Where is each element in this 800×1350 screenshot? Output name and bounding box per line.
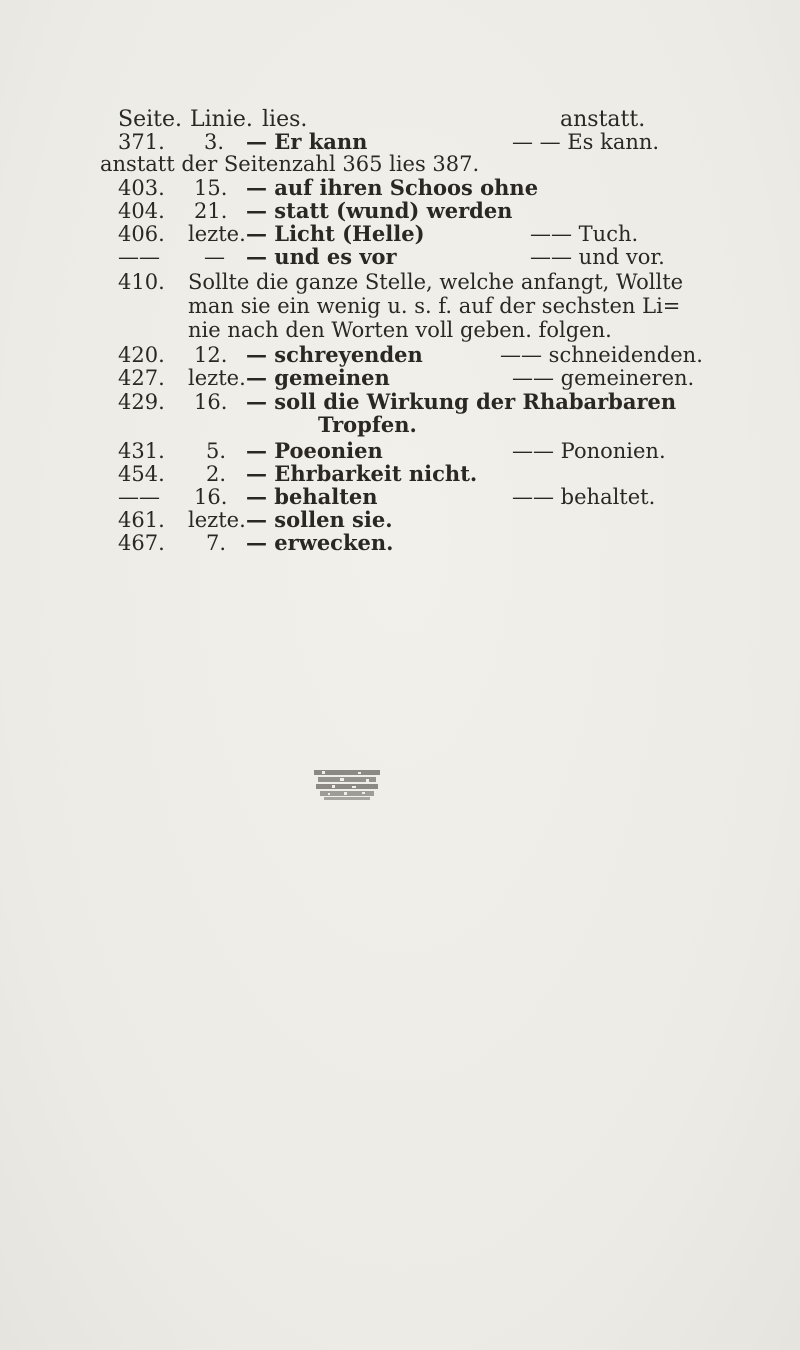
row-text: man sie ein wenig u. s. f. auf der sechsten Li=: [188, 294, 681, 318]
row-line: 7.: [206, 531, 227, 555]
row-text: Tropfen.: [318, 412, 417, 437]
row-read: — erwecken.: [246, 530, 394, 555]
row-read: — sollen sie.: [246, 507, 393, 532]
row-read: — auf ihren Schoos ohne: [246, 175, 539, 200]
row-page: 467.: [118, 531, 165, 555]
row-line: —: [204, 245, 225, 269]
row-page: 454.: [118, 462, 165, 486]
row-page: 406.: [118, 222, 165, 246]
row-read: — Er kann: [246, 129, 368, 154]
row-page: 461.: [118, 508, 165, 532]
row-page: 403.: [118, 176, 165, 200]
row-line: lezte.: [188, 508, 246, 532]
row-page: ——: [118, 245, 160, 269]
row-page: 420.: [118, 343, 165, 367]
row-page: 371.: [118, 130, 165, 154]
row-line: 2.: [206, 462, 227, 486]
row-read: — gemeinen: [246, 365, 390, 390]
header-read: lies.: [262, 107, 308, 132]
row-line: 5.: [206, 439, 227, 463]
row-instead: —— gemeineren.: [512, 366, 695, 390]
row-read: — soll die Wirkung der Rhabarbaren: [246, 389, 677, 414]
row-line: 16.: [194, 390, 228, 414]
row-instead: —— und vor.: [530, 245, 665, 269]
row-instead: —— Pononien.: [512, 439, 666, 463]
row-line: 15.: [194, 176, 228, 200]
row-page: 429.: [118, 390, 165, 414]
row-read: — statt (wund) werden: [246, 198, 513, 223]
row-instead: —— Tuch.: [530, 222, 639, 246]
row-line: 3.: [204, 130, 225, 154]
row-line: 21.: [194, 199, 228, 223]
row-read: — Licht (Helle): [246, 221, 425, 246]
row-instead: —— schneidenden.: [500, 343, 703, 367]
row-read: — schreyenden: [246, 342, 423, 367]
row-read: — Ehrbarkeit nicht.: [246, 461, 478, 486]
row-instead: —— behaltet.: [512, 485, 656, 509]
row-read: — Poeonien: [246, 438, 383, 463]
row-line: 12.: [194, 343, 228, 367]
row-page: 410.: [118, 270, 165, 294]
row-page: 427.: [118, 366, 165, 390]
row-instead: — — Es kann.: [512, 130, 660, 154]
header-instead: anstatt.: [560, 107, 646, 132]
row-line: lezte.: [188, 366, 246, 390]
row-line: 16.: [194, 485, 228, 509]
row-read: — und es vor: [246, 244, 397, 269]
row-text: nie nach den Worten voll geben. folgen.: [188, 318, 612, 342]
row-page: ——: [118, 485, 160, 509]
library-stamp-icon: [310, 768, 384, 802]
row-text: Sollte die ganze Stelle, welche anfangt, Wollte: [188, 270, 684, 294]
header-line: Linie.: [190, 107, 253, 132]
header-page: Seite.: [118, 107, 182, 132]
row-read: — behalten: [246, 484, 378, 509]
row-line: lezte.: [188, 222, 246, 246]
row-note: anstatt der Seitenzahl 365 lies 387.: [100, 152, 480, 176]
row-page: 431.: [118, 439, 165, 463]
row-page: 404.: [118, 199, 165, 223]
